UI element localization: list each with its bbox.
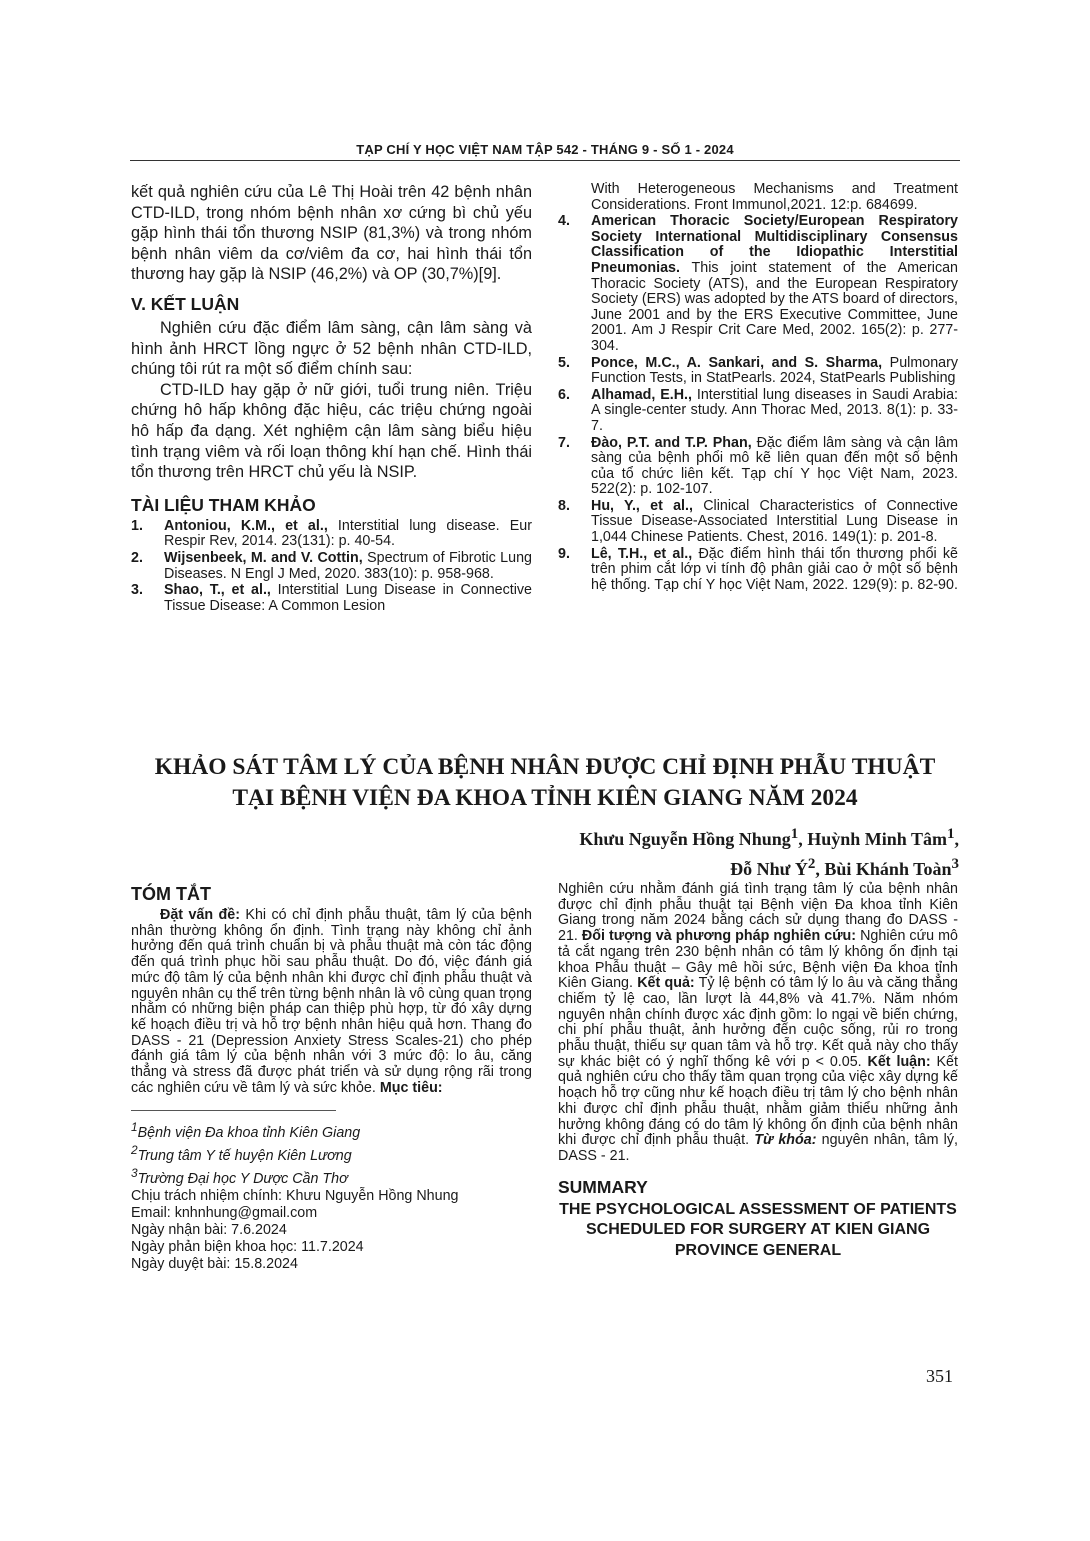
reference-authors: Ponce, M.C., A. Sankari, and S. Sharma, bbox=[591, 354, 883, 371]
author-affiliation-mark: 2 bbox=[807, 856, 816, 872]
abstract-label: Đặt vấn đề: bbox=[160, 907, 240, 923]
reference-text: Interstitial lung disease. Eur Respir Rev, 2014. 23(131): p. 40-54. bbox=[164, 517, 532, 550]
author-line bbox=[579, 822, 959, 852]
affiliation-footnote: $^1$Bệnh viện Đa khoa tỉnh Kiên Giang bbox=[131, 1120, 361, 1142]
reference-authors: Wijsenbeek, M. and V. Cottin, bbox=[164, 549, 363, 566]
reference-number: 3. bbox=[131, 582, 143, 599]
abstract-label: Đối tượng và phương pháp nghiên cứu: bbox=[581, 928, 857, 945]
author-name: Huỳnh Minh Tâm bbox=[807, 829, 947, 849]
reference-authors: Đào, P.T. and T.P. Phan, bbox=[591, 434, 752, 451]
running-head: TẠP CHÍ Y HỌC VIỆT NAM TẬP 542 - THÁNG 9 - SỐ 1 - 2024 bbox=[356, 142, 734, 157]
reference-text: This joint statement of the American Thoracic Society (ATS), and the European Respiratory Society (ERS) was adopted by the ATS board of directors, June 2001 and by the ERS Executive Committee, June 2001. Am J Respir Crit Care Med, 2002. 165(2): p. 277-304. bbox=[591, 259, 958, 354]
reference-authors: Alhamad, E.H., bbox=[591, 386, 692, 403]
left-column-bottom bbox=[131, 884, 532, 1273]
abstract-heading: TÓM TẮT bbox=[131, 884, 211, 904]
conclusion-paragraph: Nghiên cứu đặc điểm lâm sàng, cận lâm sàng và hình ảnh HRCT lồng ngực ở 52 bệnh nhân CTD-ILD, chúng tôi rút ra một số điểm chính sau: bbox=[131, 318, 532, 379]
reference-item bbox=[131, 583, 532, 614]
author-separator: , bbox=[798, 829, 808, 849]
footnote-rule bbox=[131, 1110, 336, 1111]
author-name: Đỗ Như Ý bbox=[730, 859, 808, 879]
conclusion-heading: V. KẾT LUẬN bbox=[131, 293, 240, 314]
abstract-paragraph bbox=[131, 908, 532, 1096]
date-accepted: Ngày duyệt bài: 15.8.2024 bbox=[131, 1255, 298, 1272]
abstract-text: Kết quả nghiên cứu cho thấy tầm quan trọng của việc xây dựng kế hoạch hỗ trợ cũng như kế hoạch điều trị tâm lý cho bệnh nhân khi được chỉ định phẫu thuật, nhằm giảm thiểu những ảnh hưởng không đáng có do tâm lý không ổn định của bệnh nhân khi được chỉ định phẫu thuật. bbox=[558, 1053, 958, 1149]
article-title-line: KHẢO SÁT TÂM LÝ CỦA BỆNH NHÂN ĐƯỢC CHỈ ĐỊNH PHẪU THUẬT bbox=[154, 754, 936, 780]
reference-authors: Antoniou, K.M., et al., bbox=[164, 517, 328, 534]
page-number: 351 bbox=[926, 1366, 953, 1386]
corresponding-author: Chịu trách nhiệm chính: Khưu Nguyễn Hồng Nhung bbox=[131, 1187, 459, 1204]
author-affiliation-mark: 1 bbox=[790, 826, 799, 842]
reference-list bbox=[558, 214, 958, 593]
reference-text: Interstitial lung diseases in Saudi Arabia: A single-center study. Ann Thorac Med, 2013. 8(1): p. 33-7. bbox=[591, 386, 958, 434]
reference-list bbox=[131, 519, 532, 615]
reference-text: Spectrum of Fibrotic Lung Diseases. N Engl J Med, 2020. 383(10): p. 958-968. bbox=[164, 549, 532, 582]
right-column-bottom bbox=[558, 882, 958, 1261]
reference-authors: American Thoracic Society/European Respiratory Society International Multidisciplinary Consensus Classification of the Idiopathic Interstitial Pneumonias. bbox=[591, 213, 958, 276]
reference-item bbox=[558, 356, 958, 387]
abstract-text: Tỷ lệ bệnh có tâm lý lo âu và căng thẳng chiếm tỷ lệ cao, lần lượt là 44,8% và 41.7%. Năm nhóm nguyên nhân chính được xác định gồm: lo ngại về biến chứng, chi phí phẫu thuật, ảnh hưởng đến cuộc sống, rủi ro trong phẫu thuật, thiếu sự quan tâm và hỗ trợ. Kết quả này cho thấy sự khác biệt có ý nghĩ thống kê với p < 0.05. bbox=[558, 975, 958, 1070]
author-separator: , bbox=[954, 829, 959, 849]
reference-item bbox=[558, 547, 958, 594]
author-separator: , bbox=[815, 859, 825, 879]
right-column-top bbox=[558, 182, 958, 594]
reference-text: Đặc điểm lâm sàng và cận lâm sàng của bệnh phổi mô kẽ liên quan đến một số bệnh của tổ chức liên kết. Tạp chí Y học Việt Nam, 2023. 522(2): p. 102-107. bbox=[591, 434, 958, 498]
header-rule bbox=[130, 160, 960, 161]
reference-item bbox=[131, 519, 532, 550]
article-title bbox=[100, 752, 990, 814]
reference-text: Đặc điểm hình thái tổn thương phổi kẽ trên phim cắt lớp vi tính độ phân giải cao ở một số bệnh hệ thống. Tạp chí Y học Việt Nam, 2022. 129(9): p. 82-90. bbox=[591, 545, 959, 593]
author-affiliation-mark: 1 bbox=[947, 826, 955, 842]
discussion-paragraph: kết quả nghiên cứu của Lê Thị Hoài trên 42 bệnh nhân CTD-ILD, trong nhóm bệnh nhân xơ cứng bì chủ yếu gặp hình thái tổn thương NSIP (81,3%) và trong nhóm bệnh nhân viêm da cơ/viêm đa cơ, hai hình thái tổn thương hay gặp là NSIP (46,2%) và OP (30,7%)[9]. bbox=[131, 183, 532, 284]
reference-number: 7. bbox=[558, 434, 570, 451]
abstract-text: nguyên nhân, tâm lý, DASS - 21. bbox=[558, 1132, 958, 1164]
article-title-line: TẠI BỆNH VIỆN ĐA KHOA TỈNH KIÊN GIANG NĂM 2024 bbox=[232, 785, 858, 811]
reference-authors: Hu, Y., et al., bbox=[591, 497, 693, 514]
date-received: Ngày nhận bài: 7.6.2024 bbox=[131, 1221, 287, 1238]
reference-text: Interstitial Lung Disease in Connective Tissue Disease: A Common Lesion bbox=[164, 582, 532, 614]
abstract-text: Nghiên cứu nhằm đánh giá tình trạng tâm lý của bệnh nhân được chỉ định phẫu thuật tại Bệnh viện Đa khoa tỉnh Kiên Giang trong năm 2024 bằng cách sử dụng thang đo DASS - 21. bbox=[558, 881, 958, 945]
summary-title: THE PSYCHOLOGICAL ASSESSMENT OF PATIENTS SCHEDULED FOR SURGERY AT KIEN GIANG PROVINCE GENERAL bbox=[559, 1200, 957, 1259]
date-reviewed: Ngày phản biện khoa học: 11.7.2024 bbox=[131, 1238, 364, 1255]
abstract-text: Khi có chỉ định phẫu thuật, tâm lý của bệnh nhân thường không ổn định. Tình trạng này không chỉ ảnh hưởng đến quá trình chuẩn bị và phẫu thuật mà còn tác động đến quá trình phục hồi sau phẫu thuật. Do đó, việc đánh giá mức độ tâm lý của bệnh nhân khi được chỉ định phẫu thuật và nguyên nhân cụ thể trên từng bệnh nhân là vô cùng quan trọng nhằm có những biện pháp can thiệp phù hợp, từ đó xây dựng kế hoạch điều trị và hỗ trợ bệnh nhân hiệu quả hơn. Thang đo DASS - 21 (Depression Anxiety Stress Scales-21) cho phép đánh giá tâm lý của bệnh nhân với 3 mức độ: lo âu, căng thẳng và stress đã được phát triển và sử dụng rộng rãi trong các nghiên cứu về tâm lý và sức khỏe. bbox=[131, 907, 533, 1096]
reference-text: Clinical Characteristics of Connective Tissue Disease-Associated Interstitial Lung Disease in 1,044 Chinese Patients. Chest, 2016. 149(1): p. 201-8. bbox=[591, 497, 958, 546]
reference-authors: Lê, T.H., et al., bbox=[591, 545, 693, 562]
reference-authors: Shao, T., et al., bbox=[164, 582, 271, 599]
author-line bbox=[579, 852, 959, 882]
reference-item bbox=[131, 551, 532, 582]
email: Email: knhnhung@gmail.com bbox=[131, 1204, 318, 1221]
author-list bbox=[579, 822, 959, 882]
left-column-top bbox=[131, 182, 532, 615]
reference-number: 5. bbox=[558, 354, 570, 371]
author-affiliation-mark: 3 bbox=[951, 856, 959, 872]
reference-item bbox=[558, 436, 958, 498]
abstract-label: Kết luận: bbox=[867, 1053, 931, 1070]
reference-item bbox=[558, 388, 958, 435]
reference-continuation: With Heterogeneous Mechanisms and Treatment Considerations. Front Immunol,2021. 12:p. 684699. bbox=[591, 181, 958, 213]
references-heading: TÀI LIỆU THAM KHẢO bbox=[131, 494, 316, 515]
reference-text: Pulmonary Function Tests, in StatPearls. 2024, StatPearls Publishing bbox=[591, 354, 959, 387]
reference-number: 9. bbox=[558, 545, 570, 562]
conclusion-paragraph: CTD-ILD hay gặp ở nữ giới, tuổi trung niên. Triệu chứng hô hấp không đặc hiệu, các triệu chứng ngoài hô hấp đa dạng. Xét nghiệm cận lâm sàng biểu hiệu tình trạng viêm và rối loạn thông khí hạn chế. Hình thái tổn thương trên HRCT chủ yếu là NSIP. bbox=[131, 380, 532, 482]
abstract-label: Từ khóa: bbox=[754, 1132, 817, 1149]
affiliation-footnote: $^2$Trung tâm Y tế huyện Kiên Lương bbox=[131, 1143, 352, 1164]
reference-number: 2. bbox=[131, 549, 143, 566]
reference-item bbox=[558, 499, 958, 546]
abstract-label: Mục tiêu: bbox=[379, 1079, 443, 1096]
abstract-text: Nghiên cứu mô tả cắt ngang trên 230 bệnh nhân có tâm lý không ổn định tại khoa Phẫu thuật – Gây mê hồi sức, Bệnh viện Đa khoa tỉnh Kiên Giang. bbox=[558, 928, 958, 992]
abstract-paragraph bbox=[558, 882, 958, 1165]
author-name: Bùi Khánh Toàn bbox=[824, 859, 952, 879]
reference-number: 1. bbox=[131, 517, 143, 534]
author-name: Khưu Nguyễn Hồng Nhung bbox=[579, 829, 791, 849]
summary-heading: SUMMARY bbox=[558, 1176, 648, 1197]
affiliation-footnote: $^3$Trường Đại học Y Dược Cần Thơ bbox=[131, 1165, 348, 1187]
reference-item bbox=[558, 214, 958, 354]
reference-number: 8. bbox=[558, 497, 570, 514]
reference-number: 4. bbox=[558, 213, 570, 230]
reference-number: 6. bbox=[558, 386, 570, 403]
abstract-label: Kết quả: bbox=[637, 975, 695, 992]
